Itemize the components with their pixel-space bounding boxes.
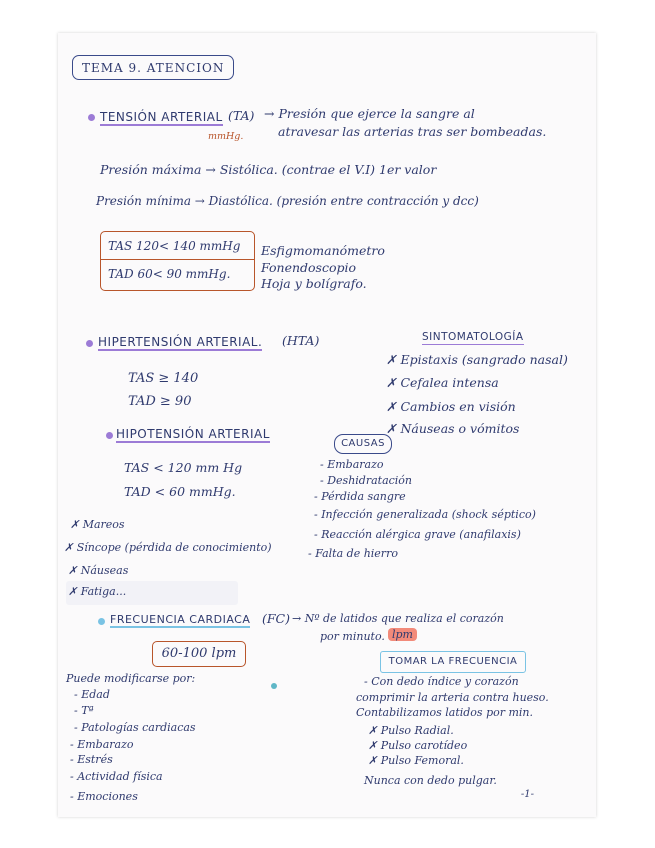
bullet-dot-icon (106, 432, 113, 439)
fc-range-box: 60-100 lpm (152, 641, 246, 667)
hipo-symptom: ✗ Mareos (70, 518, 125, 531)
fc-definition-line1: → Nº de latidos que realiza el corazón (292, 612, 504, 625)
tool-item: Fonendoscopio (261, 260, 357, 275)
pulse-item: ✗ Pulso carotídeo (368, 739, 468, 752)
fc-heading: FRECUENCIA CARDIACA (110, 613, 251, 626)
ta-heading: TENSIÓN ARTERIAL (100, 110, 223, 124)
pulse-item: ✗ Pulso Radial. (368, 724, 454, 737)
tad-range: TAD 60< 90 mmHg. (108, 267, 231, 281)
presion-maxima: Presión máxima → Sistólica. (contrae el V.I) 1er valor (100, 162, 437, 177)
hipo-symptom: ✗ Síncope (pérdida de conocimiento) (64, 541, 272, 554)
causa-item: - Deshidratación (320, 474, 413, 487)
page-number: -1- (520, 789, 534, 800)
tool-item: Hoja y bolígrafo. (261, 276, 367, 291)
hipotension-heading: HIPOTENSIÓN ARTERIAL (116, 427, 270, 441)
tomar-line: - Con dedo índice y corazón (364, 675, 519, 688)
mod-item: - Emociones (70, 790, 138, 803)
lpm-label: lpm (388, 628, 417, 641)
sintomatologia-heading: SINTOMATOLOGÍA (422, 331, 524, 343)
mod-item: - Edad (74, 688, 110, 701)
pulse-item: ✗ Pulso Femoral. (368, 754, 464, 767)
hipo-symptom: ✗ Fatiga... (68, 585, 127, 598)
mod-item: - Embarazo (70, 738, 134, 751)
teal-dot-icon (271, 683, 277, 689)
hta-abbr: (HTA) (282, 333, 320, 348)
tomar-frecuencia-heading: TOMAR LA FRECUENCIA (380, 651, 526, 673)
nunca-pulgar: Nunca con dedo pulgar. (364, 774, 497, 787)
tas-range: TAS 120< 140 mmHg (108, 239, 241, 253)
mod-item: - Tª (74, 704, 94, 717)
symptom-item: ✗ Náuseas o vómitos (386, 421, 520, 436)
tool-item: Esfigmomanómetro (261, 243, 385, 258)
symptom-item: ✗ Cambios en visión (386, 399, 516, 414)
hipo-tad: TAD < 60 mmHg. (124, 484, 236, 499)
bullet-dot-icon (98, 618, 105, 625)
ta-unit: mmHg. (208, 131, 244, 142)
hta-heading: HIPERTENSIÓN ARTERIAL. (98, 335, 263, 349)
mod-item: - Patologías cardiacas (74, 721, 196, 734)
mod-item: - Actividad física (70, 770, 163, 783)
page-title: TEMA 9. ATENCION (72, 55, 234, 80)
hipo-symptom: ✗ Náuseas (68, 564, 129, 577)
causa-item: - Infección generalizada (shock séptico) (314, 508, 536, 521)
causa-item: - Reacción alérgica grave (anafilaxis) (314, 528, 521, 541)
bullet-dot-icon (86, 340, 93, 347)
bullet-dot-icon (88, 114, 95, 121)
causa-item: - Falta de hierro (308, 547, 398, 560)
ta-abbr: (TA) (228, 108, 255, 123)
causa-item: - Embarazo (320, 458, 384, 471)
mod-item: - Estrés (70, 753, 113, 766)
fc-abbr: (FC) (262, 611, 290, 626)
causas-heading: CAUSAS (334, 434, 392, 454)
tomar-line: comprimir la arteria contra hueso. (356, 691, 549, 704)
ta-definition-line2: atravesar las arterias tras ser bombeadas. (278, 124, 547, 139)
symptom-item: ✗ Epistaxis (sangrado nasal) (386, 352, 568, 367)
fc-unit-highlight (388, 629, 417, 640)
presion-minima: Presión mínima → Diastólica. (presión entre contracción y dcc) (96, 194, 479, 208)
hipo-tas: TAS < 120 mm Hg (124, 460, 243, 475)
ta-definition-line1: → Presión que ejerce la sangre al (264, 106, 475, 121)
hta-tas: TAS ≥ 140 (128, 371, 199, 386)
ta-range-box (100, 231, 255, 291)
box-divider (101, 259, 254, 260)
notebook-page (58, 33, 596, 817)
causa-item: - Pérdida sangre (314, 490, 406, 503)
tomar-line: Contabilizamos latidos por min. (356, 706, 534, 719)
fc-definition-line2: por minuto. (320, 630, 385, 643)
mod-heading: Puede modificarse por: (66, 672, 196, 685)
hta-tad: TAD ≥ 90 (128, 394, 192, 409)
symptom-item: ✗ Cefalea intensa (386, 375, 499, 390)
